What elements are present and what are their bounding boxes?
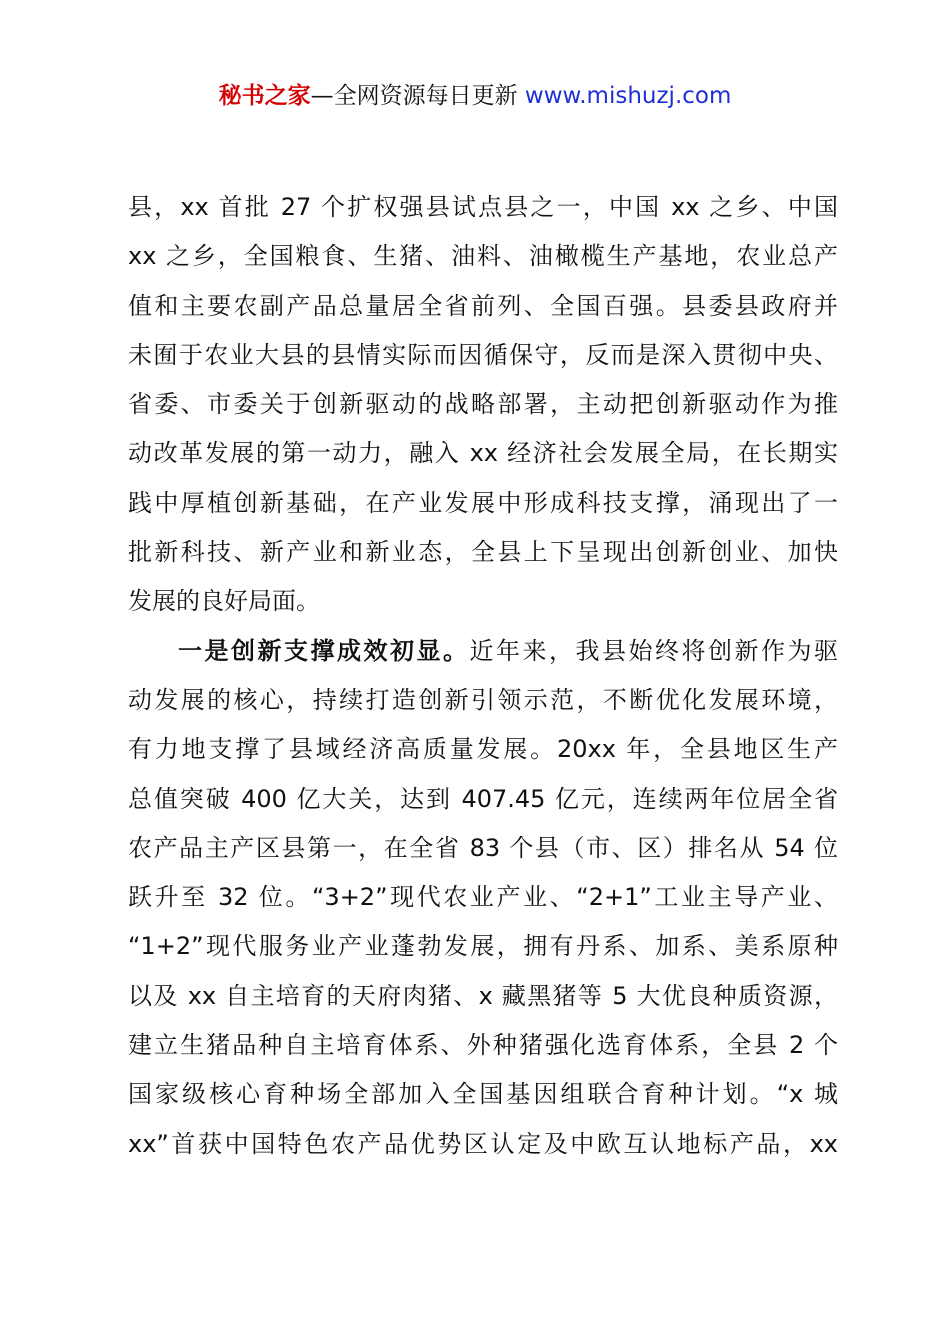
page-header [0, 80, 950, 112]
paragraph-1 [128, 183, 838, 627]
text-line: 值和主要农副产品总量居全省前列、全国百强。县委县政府并 [128, 291, 838, 320]
text-line: 有力地支撑了县域经济高质量发展。20xx 年，全县地区生产 [128, 735, 838, 764]
text-line: 建立生猪品种自主培育体系、外种猪强化选育体系，全县 2 个 [128, 1031, 838, 1060]
paragraph-2-intro: 近年来，我县始终将创新作为驱 [469, 636, 838, 665]
text-line: xx”首获中国特色农产品优势区认定及中欧互认地标产品，xx [128, 1129, 838, 1158]
text-line: 省委、市委关于创新驱动的战略部署，主动把创新驱动作为推 [128, 390, 838, 419]
site-tagline: —全网资源每日更新 [310, 83, 518, 109]
site-name: 秘书之家 [218, 83, 311, 109]
text-line: 批新科技、新产业和新业态，全县上下呈现出创新创业、加快 [128, 538, 838, 567]
text-line: “1+2”现代服务业产业蓬勃发展，拥有丹系、加系、美系原种 [128, 932, 838, 961]
text-line: 践中厚植创新基础，在产业发展中形成科技支撑，涌现出了一 [128, 488, 838, 517]
paragraph-2-first-line [128, 627, 838, 676]
document-body [128, 183, 838, 1169]
text-line: 动发展的核心，持续打造创新引领示范，不断优化发展环境， [128, 685, 838, 714]
text-line: 跃升至 32 位。“3+2”现代农业产业、“2+1”工业主导产业、 [128, 883, 838, 912]
text-line: 农产品主产区县第一，在全省 83 个县（市、区）排名从 54 位 [128, 833, 838, 862]
text-line: xx 之乡，全国粮食、生猪、油料、油橄榄生产基地，农业总产 [128, 242, 838, 271]
paragraph-2 [128, 627, 838, 1169]
section-lead-heading: 一是创新支撑成效初显。 [178, 636, 470, 665]
text-line: 未囿于农业大县的县情实际而因循保守，反而是深入贯彻中央、 [128, 340, 838, 369]
text-line: 国家级核心育种场全部加入全国基因组联合育种计划。“x 城 [128, 1080, 838, 1109]
text-line: 以及 xx 自主培育的天府肉猪、x 藏黑猪等 5 大优良种质资源， [128, 981, 838, 1010]
site-url-link[interactable]: www.mishuzj.com [524, 83, 732, 109]
text-line: 县，xx 首批 27 个扩权强县试点县之一，中国 xx 之乡、中国 [128, 193, 838, 221]
text-line: 总值突破 400 亿大关，达到 407.45 亿元，连续两年位居全省 [128, 784, 838, 813]
text-line: 发展的良好局面。 [128, 587, 320, 616]
text-line: 动改革发展的第一动力，融入 xx 经济社会发展全局，在长期实 [128, 439, 838, 468]
